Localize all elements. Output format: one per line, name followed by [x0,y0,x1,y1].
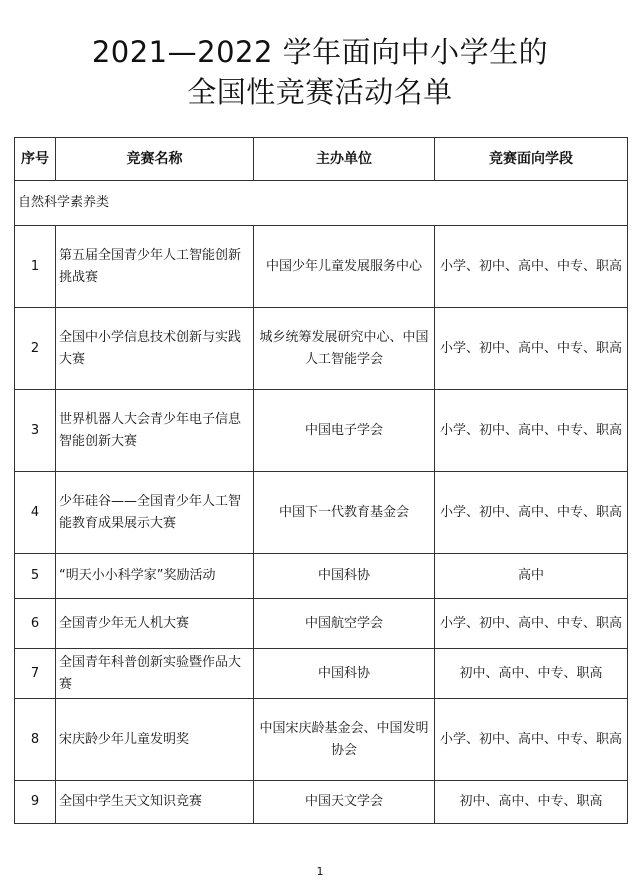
row-number: 3 [15,390,56,472]
competition-name: 世界机器人大会青少年电子信息智能创新大赛 [56,390,254,472]
competition-name: “明天小小科学家”奖励活动 [56,554,254,599]
header-level: 竞赛面向学段 [435,138,628,181]
organizer: 中国航空学会 [254,599,435,649]
school-levels: 小学、初中、高中、中专、职高 [435,226,628,308]
organizer: 中国下一代教育基金会 [254,472,435,554]
school-levels: 小学、初中、高中、中专、职高 [435,472,628,554]
section-row [15,181,628,226]
school-levels: 小学、初中、高中、中专、职高 [435,699,628,781]
title-line-1: 2021—2022 学年面向中小学生的 [91,35,549,69]
title-line-2: 全国性竞赛活动名单 [187,75,453,109]
organizer: 中国宋庆龄基金会、中国发明协会 [254,699,435,781]
table-row [15,390,628,472]
table-header-row [15,138,628,181]
school-levels: 小学、初中、高中、中专、职高 [435,599,628,649]
organizer: 中国天文学会 [254,781,435,824]
school-levels: 小学、初中、高中、中专、职高 [435,390,628,472]
school-levels: 高中 [435,554,628,599]
school-levels: 小学、初中、高中、中专、职高 [435,308,628,390]
organizer: 中国科协 [254,554,435,599]
row-number: 7 [15,649,56,699]
row-number: 4 [15,472,56,554]
organizer: 中国科协 [254,649,435,699]
competition-name: 全国青年科普创新实验暨作品大赛 [56,649,254,699]
section-title: 自然科学素养类 [15,181,628,226]
table-row [15,308,628,390]
header-name: 竞赛名称 [56,138,254,181]
table-row [15,599,628,649]
header-number: 序号 [15,138,56,181]
table-row [15,472,628,554]
row-number: 2 [15,308,56,390]
row-number: 9 [15,781,56,824]
organizer: 中国电子学会 [254,390,435,472]
competition-name: 宋庆龄少年儿童发明奖 [56,699,254,781]
table-row [15,554,628,599]
row-number: 1 [15,226,56,308]
page-number: 1 [316,865,324,878]
school-levels: 初中、高中、中专、职高 [435,649,628,699]
competition-table [14,137,628,824]
header-organizer: 主办单位 [254,138,435,181]
table-row [15,649,628,699]
row-number: 8 [15,699,56,781]
competition-name: 少年硅谷——全国青少年人工智能教育成果展示大赛 [56,472,254,554]
table-row [15,699,628,781]
school-levels: 初中、高中、中专、职高 [435,781,628,824]
table-row [15,226,628,308]
competition-name: 全国中学生天文知识竞赛 [56,781,254,824]
organizer: 城乡统筹发展研究中心、中国人工智能学会 [254,308,435,390]
organizer: 中国少年儿童发展服务中心 [254,226,435,308]
document-title [0,32,640,112]
competition-name: 第五届全国青少年人工智能创新挑战赛 [56,226,254,308]
competition-name: 全国青少年无人机大赛 [56,599,254,649]
row-number: 6 [15,599,56,649]
row-number: 5 [15,554,56,599]
table-row [15,781,628,824]
competition-name: 全国中小学信息技术创新与实践大赛 [56,308,254,390]
